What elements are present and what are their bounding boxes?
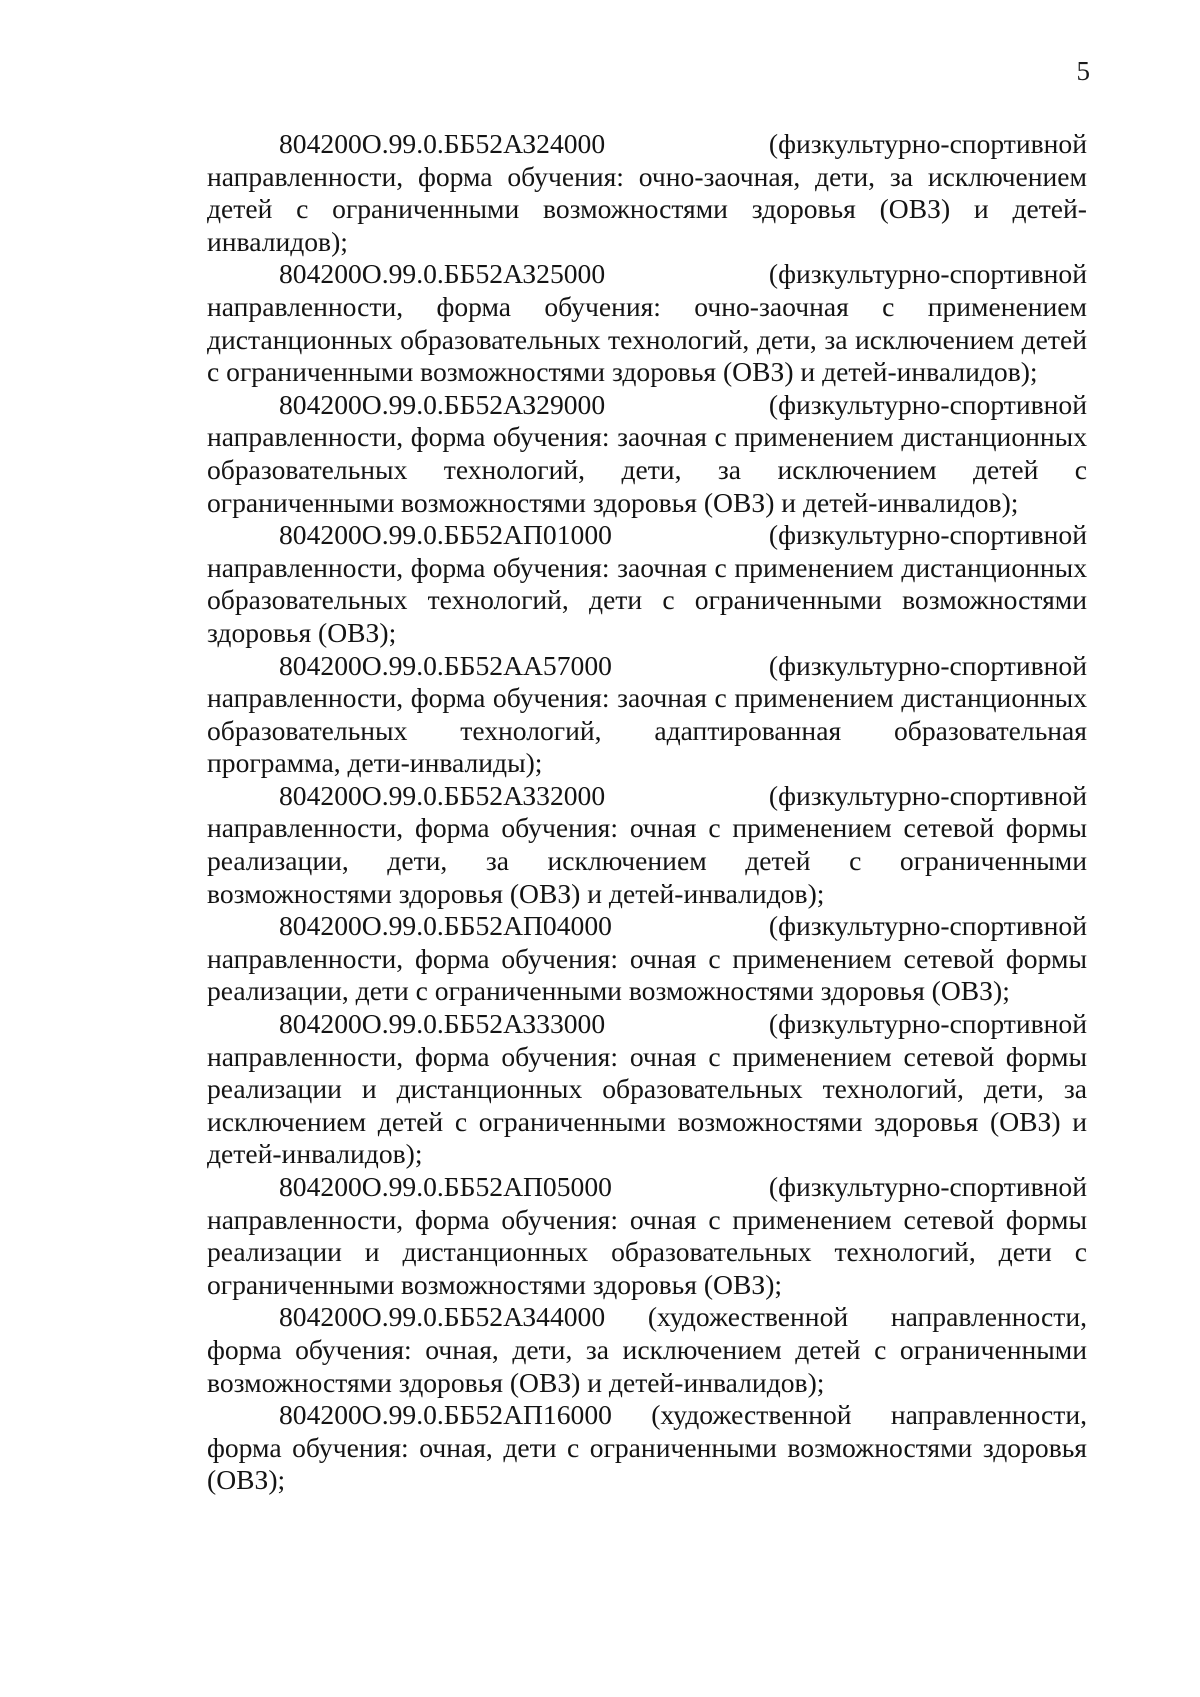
list-item: 804200О.99.0.ББ52АА57000 (физкультурно-спортивной направленности, форма обучения: заочная с применением дистанционных образовательных технологий, адаптированная образовательная программа, дети-инвалиды);: [207, 649, 1087, 779]
list-item: 804200О.99.0.ББ52АЗ29000 (физкультурно-спортивной направленности, форма обучения: заочная с применением дистанционных образовательных технологий, дети, за исключением детей с ограниченными возможностями здоровья (ОВЗ) и детей-инвалидов);: [207, 388, 1087, 518]
list-item: 804200О.99.0.ББ52АП05000 (физкультурно-спортивной направленности, форма обучения: очная с применением сетевой формы реализации и дистанционных образовательных технологий, дети с ограниченными возможностями здоровья (ОВЗ);: [207, 1171, 1087, 1300]
list-item: 804200О.99.0.ББ52АЗ32000 (физкультурно-спортивной направленности, форма обучения: очная с применением сетевой формы реализации, дети, за исключением детей с ограниченными возможностями здоровья (ОВЗ) и детей-инвалидов);: [207, 779, 1087, 909]
list-item: 804200О.99.0.ББ52АП01000 (физкультурно-спортивной направленности, форма обучения: заочная с применением дистанционных образовательных технологий, дети с ограниченными возможностями здоровья (ОВЗ);: [207, 519, 1087, 648]
list-item: 804200О.99.0.ББ52АП16000 (художественной направленности, форма обучения: очная, дети с ограниченными возможностями здоровья (ОВЗ);: [207, 1399, 1087, 1496]
list-item: 804200О.99.0.ББ52АЗ24000 (физкультурно-спортивной направленности, форма обучения: очно-заочная, дети, за исключением детей с ограниченными возможностями здоровья (ОВЗ) и детей-инвалидов);: [207, 128, 1087, 257]
list-item: 804200О.99.0.ББ52АЗ33000 (физкультурно-спортивной направленности, форма обучения: очная с применением сетевой формы реализации и дистанционных образовательных технологий, дети, за исключением детей с ограниченными возможностями здоровья (ОВЗ) и детей-инвалидов);: [207, 1008, 1087, 1170]
list-item: 804200О.99.0.ББ52АЗ44000 (художественной направленности, форма обучения: очная, дети, за исключением детей с ограниченными возможностями здоровья (ОВЗ) и детей-инвалидов);: [207, 1301, 1087, 1398]
list-item: 804200О.99.0.ББ52АП04000 (физкультурно-спортивной направленности, форма обучения: очная с применением сетевой формы реализации, дети с ограниченными возможностями здоровья (ОВЗ);: [207, 910, 1087, 1007]
service-code-list: [207, 128, 1087, 1497]
list-item: 804200О.99.0.ББ52АЗ25000 (физкультурно-спортивной направленности, форма обучения: очно-заочная с применением дистанционных образовательных технологий, дети, за исключением детей с ограниченными возможностями здоровья (ОВЗ) и детей-инвалидов);: [207, 258, 1087, 388]
page-number: 5: [1076, 56, 1090, 86]
